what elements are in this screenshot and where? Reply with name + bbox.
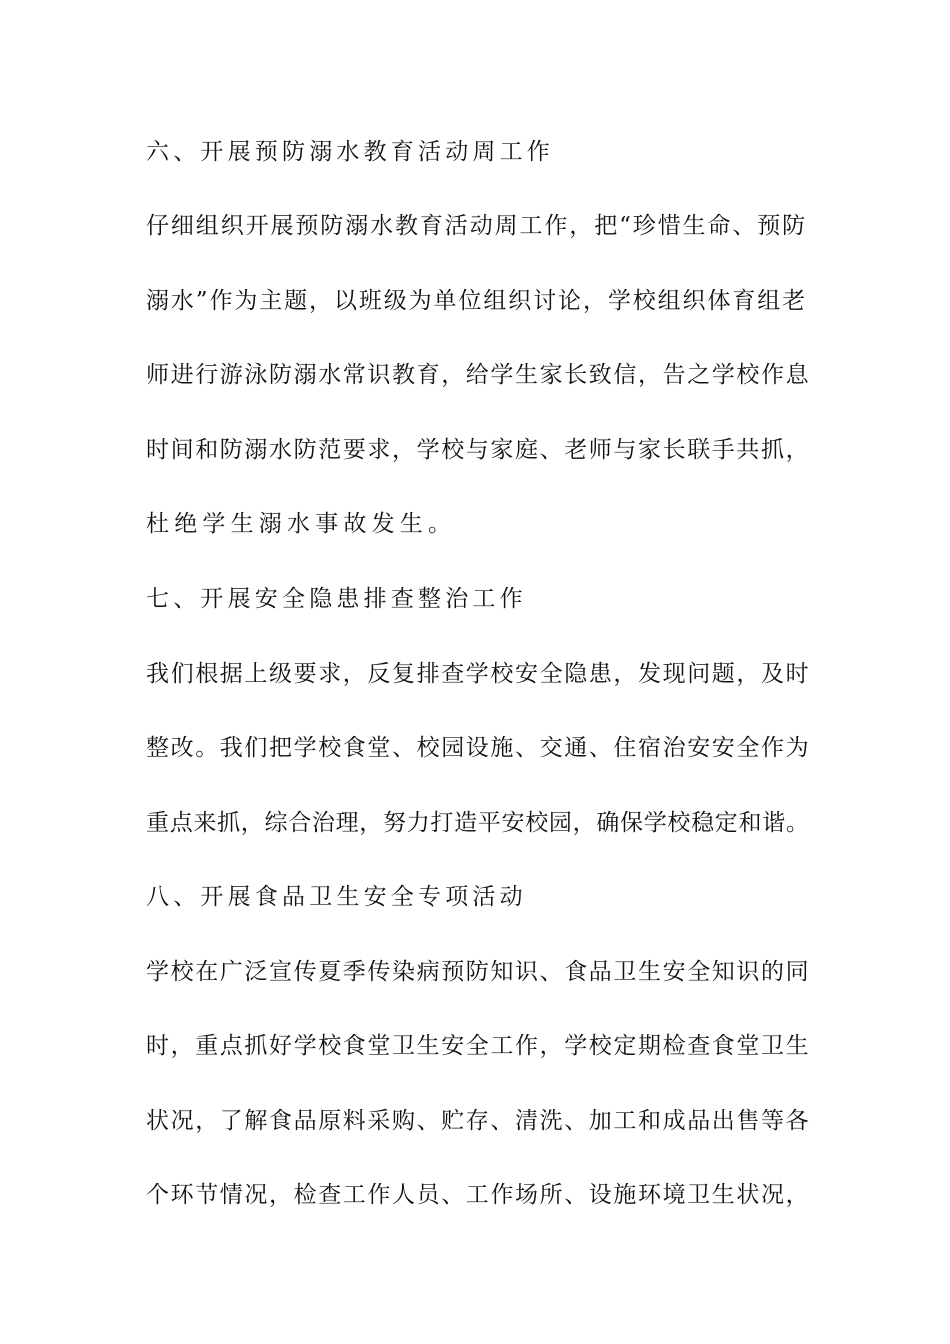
paragraph-line: 个环节情况，检查工作人员、工作场所、设施环境卫生状况，	[146, 1182, 811, 1208]
paragraph-line: 整改。我们把学校食堂、校园设施、交通、住宿治安安全作为	[146, 735, 811, 761]
paragraph-line: 仔细组织开展预防溺水教育活动周工作，把“珍惜生命、预防	[146, 213, 808, 239]
paragraph-line: 时，重点抓好学校食堂卫生安全工作，学校定期检查食堂卫生	[146, 1033, 811, 1059]
paragraph-line: 状况，了解食品原料采购、贮存、清洗、加工和成品出售等各	[146, 1108, 811, 1134]
paragraph-line: 我们根据上级要求，反复排查学校安全隐患，发现问题，及时	[146, 661, 811, 687]
paragraph-line: 学校在广泛宣传夏季传染病预防知识、食品卫生安全知识的同	[146, 959, 811, 985]
paragraph-line: 重点来抓，综合治理，努力打造平安校园，确保学校稳定和谐。	[146, 810, 810, 836]
section-heading-8: 八、开展食品卫生安全专项活动	[146, 884, 527, 910]
section-heading-6: 六、开展预防溺水教育活动周工作	[146, 139, 554, 165]
paragraph-line: 杜绝学生溺水事故发生。	[146, 511, 457, 537]
paragraph-line: 时间和防溺水防范要求，学校与家庭、老师与家长联手共抓，	[146, 437, 811, 463]
paragraph-line: 溺水”作为主题，以班级为单位组织讨论，学校组织体育组老	[146, 288, 808, 314]
section-heading-7: 七、开展安全隐患排查整治工作	[146, 586, 527, 612]
paragraph-line: 师进行游泳防溺水常识教育，给学生家长致信，告之学校作息	[146, 362, 811, 388]
